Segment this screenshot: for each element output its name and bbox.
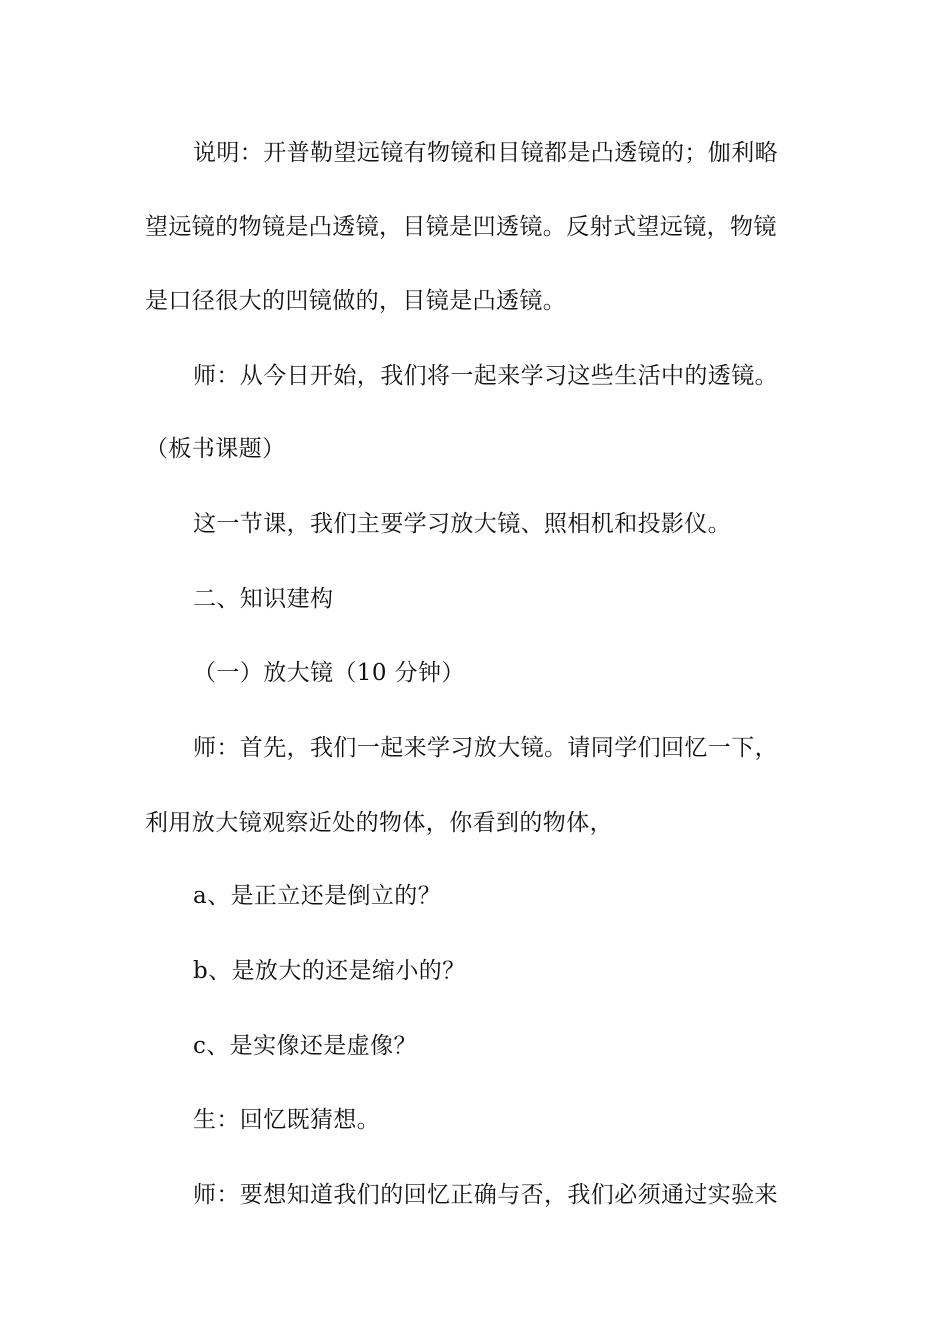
subsection-heading: （一）放大镜（10 分钟） bbox=[193, 660, 465, 686]
section-heading: 二、知识建构 bbox=[193, 586, 334, 612]
paragraph-line: 生：回忆既猜想。 bbox=[193, 1107, 381, 1133]
list-item: c、是实像还是虚像？ bbox=[193, 1033, 417, 1059]
paragraph-line: 是口径很大的凹镜做的，目镜是凸透镜。 bbox=[145, 288, 567, 314]
paragraph-line: 这一节课，我们主要学习放大镜、照相机和投影仪。 bbox=[193, 511, 732, 537]
paragraph-line: 说明：开普勒望远镜有物镜和目镜都是凸透镜的；伽利略 bbox=[193, 140, 778, 166]
paragraph-line: 利用放大镜观察近处的物体，你看到的物体， bbox=[145, 810, 613, 836]
list-item: a、是正立还是倒立的？ bbox=[193, 883, 442, 909]
list-item: b、是放大的还是缩小的？ bbox=[193, 958, 466, 984]
paragraph-line: 师：要想知道我们的回忆正确与否，我们必须通过实验来 bbox=[193, 1182, 778, 1208]
paragraph-line: （板书课题） bbox=[145, 436, 286, 462]
paragraph-line: 望远镜的物镜是凸透镜，目镜是凹透镜。反射式望远镜，物镜 bbox=[145, 214, 777, 240]
paragraph-line: 师：从今日开始，我们将一起来学习这些生活中的透镜。 bbox=[193, 363, 778, 389]
paragraph-line: 师：首先，我们一起来学习放大镜。请同学们回忆一下， bbox=[193, 735, 778, 761]
